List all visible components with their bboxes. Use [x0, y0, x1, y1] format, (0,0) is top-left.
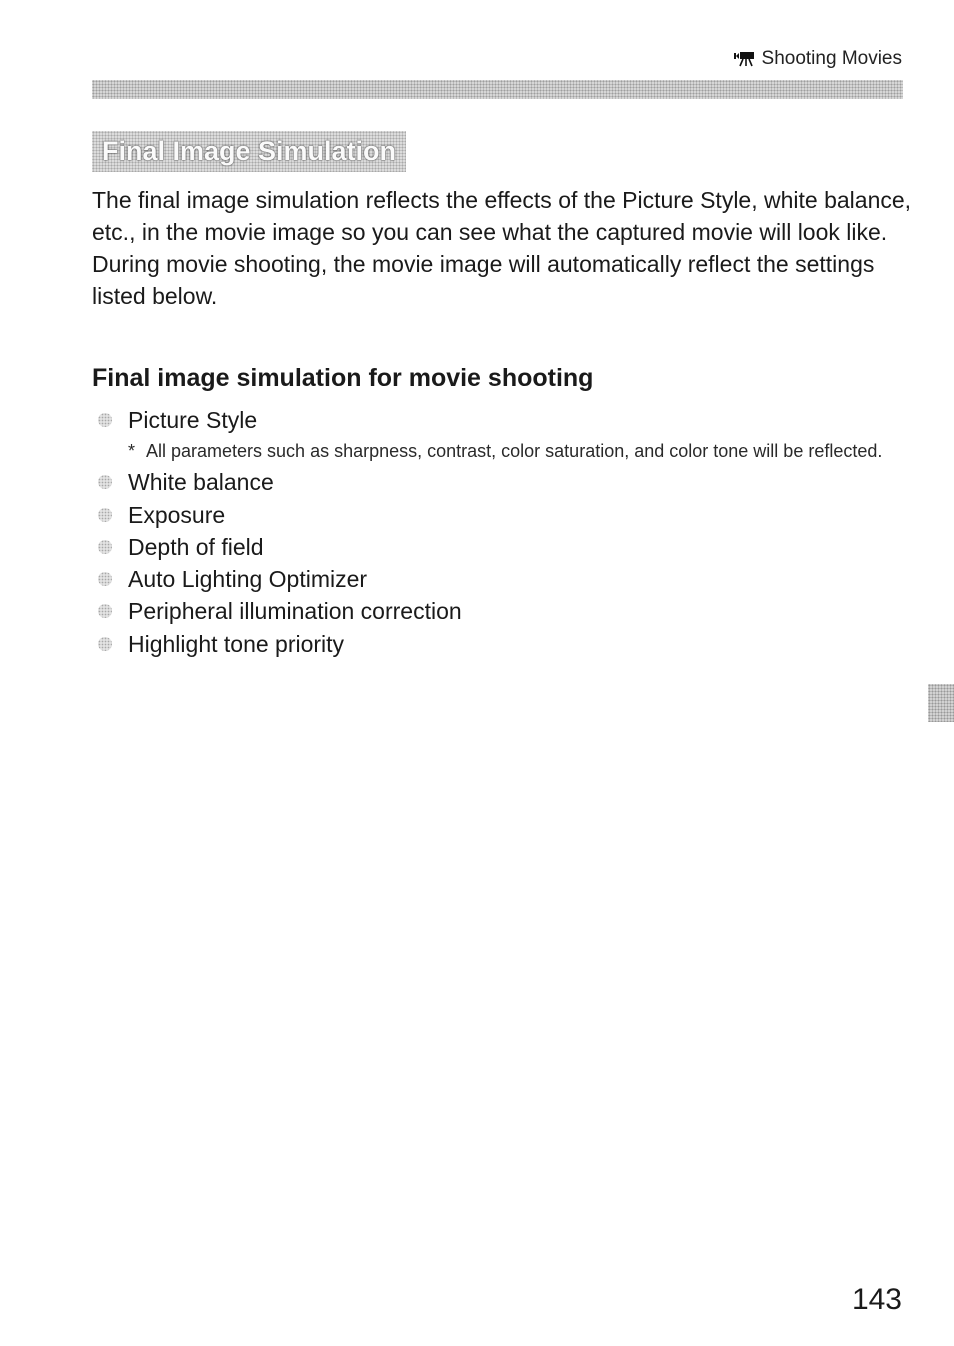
list-item-label: Auto Lighting Optimizer	[128, 566, 368, 593]
simulation-settings-list	[92, 404, 912, 660]
subsection-title: Final image simulation for movie shooting	[92, 364, 594, 392]
chapter-header	[734, 48, 902, 70]
bullet-icon	[98, 540, 112, 554]
intro-paragraph: The final image simulation reflects the effects of the Picture Style, white balance, etc., in the movie image so you can see what the captured movie will look like.	[92, 187, 912, 245]
list-item	[92, 563, 912, 595]
bullet-icon	[98, 508, 112, 522]
bullet-icon	[98, 475, 112, 489]
bullet-icon	[98, 637, 112, 651]
list-item-label: Peripheral illumination correction	[128, 598, 462, 625]
section-title: Final Image Simulation	[92, 131, 406, 172]
bullet-icon	[98, 413, 112, 427]
chapter-side-tab	[928, 684, 954, 722]
list-item	[92, 499, 912, 531]
list-item	[92, 628, 912, 660]
list-item-label: Highlight tone priority	[128, 630, 345, 657]
chapter-title: Shooting Movies	[761, 48, 902, 69]
header-band	[92, 80, 903, 99]
list-item	[92, 404, 912, 465]
footnote	[128, 437, 912, 465]
list-item-label: Exposure	[128, 501, 226, 528]
footnote-marker: *	[128, 441, 136, 462]
page-number: 143	[851, 1283, 902, 1316]
bullet-icon	[98, 604, 112, 618]
list-item	[92, 595, 912, 627]
list-item-label: Picture Style	[128, 407, 258, 433]
intro-paragraph: During movie shooting, the movie image will automatically reflect the settings listed below.	[92, 251, 875, 309]
list-item	[92, 531, 912, 563]
footnote-text: All parameters such as sharpness, contrast, color saturation, and color tone will be reflected.	[146, 441, 883, 462]
movie-camera-icon	[734, 51, 756, 67]
list-item-label: Depth of field	[128, 533, 264, 560]
list-item-label: White balance	[128, 469, 274, 496]
bullet-icon	[98, 572, 112, 586]
intro-text	[92, 184, 912, 312]
list-item	[92, 466, 912, 498]
